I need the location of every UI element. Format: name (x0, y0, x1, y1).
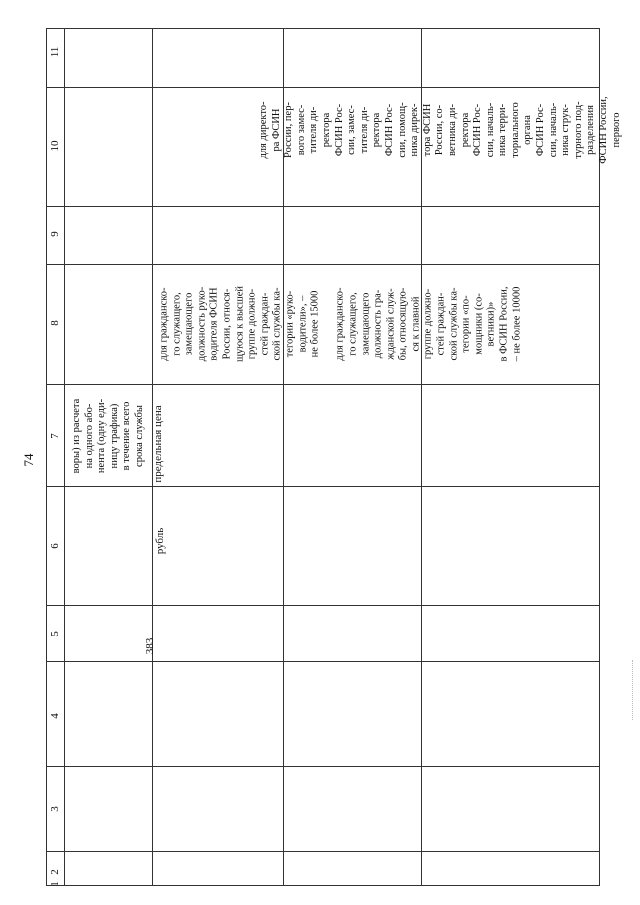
cell-col5-unit: рубль (154, 527, 166, 555)
header-col-3: 3 (49, 806, 61, 812)
row-divider (47, 605, 599, 606)
scan-artifact (632, 660, 635, 720)
col-divider (421, 29, 422, 885)
header-col-1: 1 (49, 881, 61, 887)
cell-col9-text: для директо- ра ФСИН России, пер- вого замес- тителя ди- ректора ФСИН Рос- сии, замес- тителя ди- ректора ФСИН Рос- сии, помощ- ника дирек- тора ФСИН России, со- ветника ди- ректора ФСИН Рос- сии, началь- ника терри- ториального органа ФСИН Рос- сии, началь- ника струк- турного под- разделения ФСИН России, первого (258, 96, 622, 164)
header-col-9: 9 (49, 231, 61, 237)
row-divider (47, 851, 599, 852)
row-divider (47, 766, 599, 767)
cell-col6-text: предельная цена (152, 405, 164, 483)
header-col-2: 2 (49, 869, 61, 875)
col-divider (64, 29, 65, 885)
rotated-table (46, 28, 622, 887)
header-col-7: 7 (49, 433, 61, 439)
header-col-10: 10 (49, 140, 61, 152)
row-divider (47, 661, 599, 662)
header-col-8: 8 (49, 320, 61, 326)
header-col-5: 5 (49, 631, 61, 637)
header-col-4: 4 (49, 713, 61, 719)
cell-col7-text: для гражданско- го служащего, замещающего должность руко- водителя ФСИН России, относя- щуюся к высшей группе должно- стей граждан- ской службы ка- тегории «руко- водители», – не более 15000 для гражданско- го служащего, замещающего должность гра- жданской служ- бы, относящую- ся к главной группе должно- стей граждан- ской службы ка- тегории «по- мощники (со- ветники)» в ФСИН России, – не более 10000 (158, 285, 523, 363)
prev-row-col6-text: воры) из расчета на одного або- нента (одну еди- ницу трафика) в течение всего срока службы (71, 398, 145, 474)
cell-col4-value: 383 (144, 637, 156, 655)
page-number: 74 (21, 453, 36, 467)
header-col-11: 11 (49, 46, 61, 58)
header-col-6: 6 (49, 543, 61, 549)
